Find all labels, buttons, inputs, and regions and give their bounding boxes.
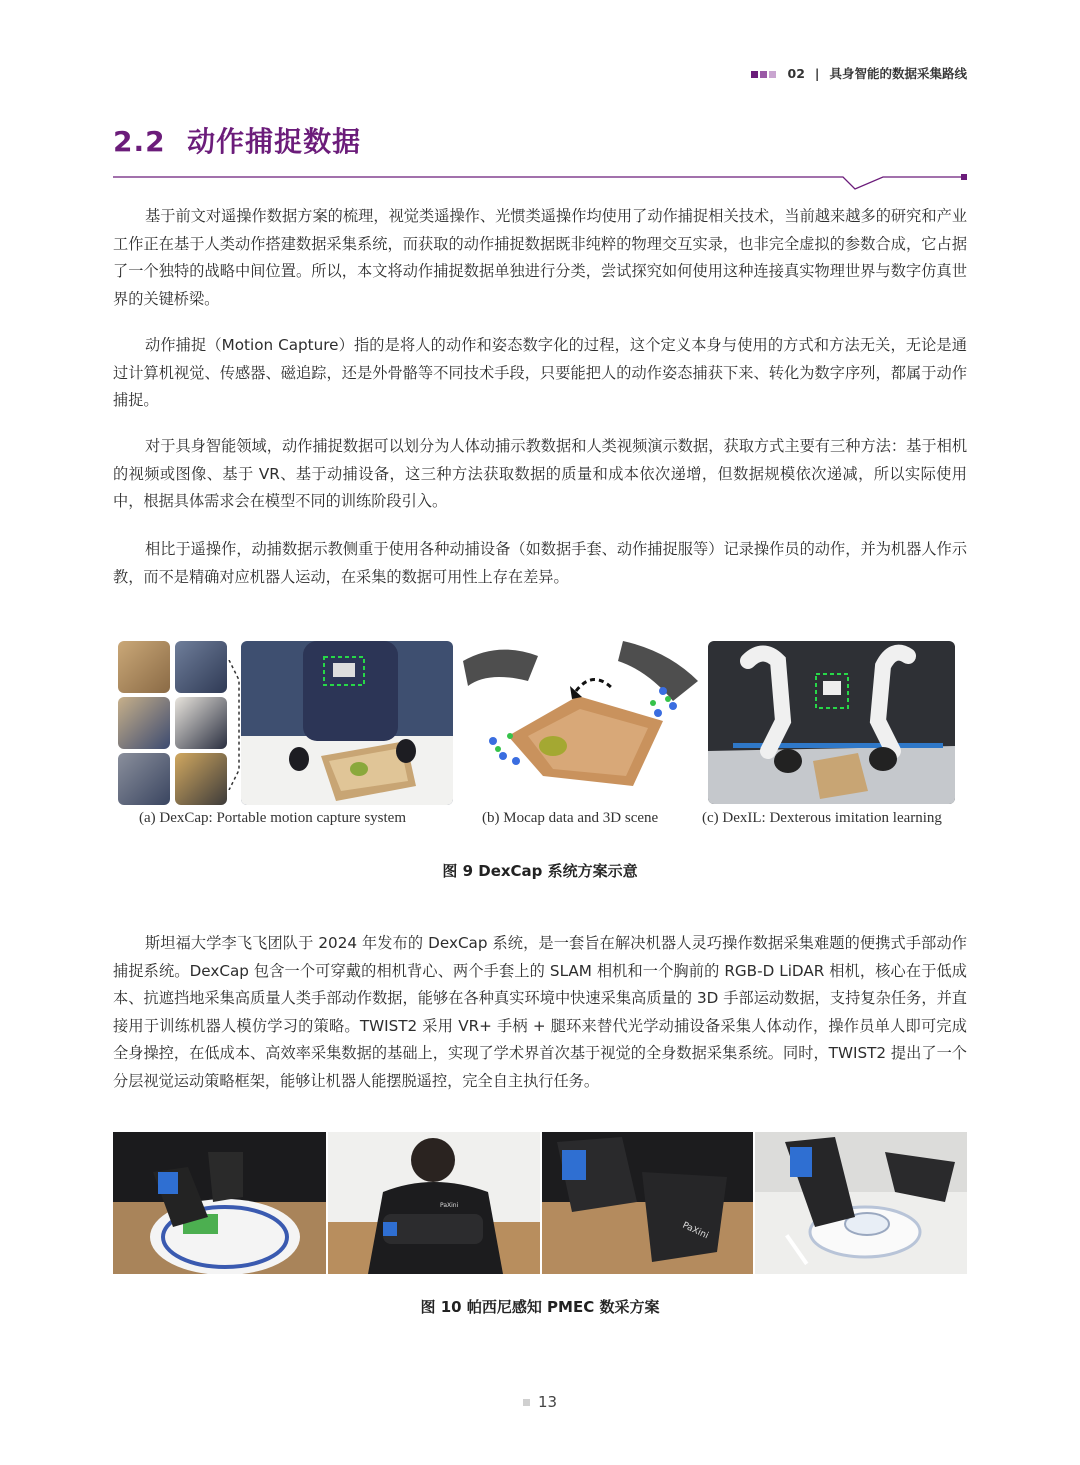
header-chapter: 02 xyxy=(787,65,805,81)
paragraph-5: 斯坦福大学李飞飞团队于 2024 年发布的 DexCap 系统，是一套旨在解决机器人灵巧操作数据采集难题的便携式手部动作捕捉系统。DexCap 包含一个可穿戴的相机背心、两个手套上的 SLAM 相机和一个胸前的 RGB-D LiDAR 相机，核心在于低成本、抗遮挡地采集高质量人类手部动作数据，能够在各种真实环境中快速采集高质量的 3D 手部运动数据，支持复杂任务，并直接用于训练机器人模仿学习的策略。TWIST2 采用 VR+ 手柄 + 腿环来替代光学动捕设备采集人体动作，操作员单人即可完成全身操控，在低成本、高效率采集数据的基础上，实现了学术界首次基于视觉的全身数据采集系统。同时，TWIST2 提出了一个分层视觉运动策略框架，能够让机器人能摆脱遥控，完全自主执行任务。 xyxy=(113,934,967,1090)
paragraph-2: 动作捕捉（Motion Capture）指的是将人的动作和姿态数字化的过程，这个定义本身与使用的方式和方法无关，无论是通过计算机视觉、传感器、磁追踪，还是外骨骼等不同技术手段，只要能把人的动作姿态捕获下来、转化为数字序列，都属于动作捕捉。 xyxy=(113,336,967,409)
fig9b-pointcloud xyxy=(458,641,706,806)
fig10-glove-logo: PaXini xyxy=(680,1220,710,1242)
section-title xyxy=(113,120,361,160)
fig9c-caption: (c) DexIL: Dexterous imitation learning xyxy=(702,810,942,826)
figure-10-caption: 图 10 帕西尼感知 PMEC 数采方案 xyxy=(420,1298,660,1316)
fig9a-main-photo xyxy=(241,641,453,805)
page-header xyxy=(751,64,968,82)
paragraph-3: 对于具身智能领域，动作捕捉数据可以划分为人体动捕示教数据和人类视频演示数据，获取方式主要有三种方法：基于相机的视频或图像、基于 VR、基于动捕设备，这三种方法获取数据的质量和成本依次递增，但数据规模依次递减，所以实际使用中，根据具体需求会在模型不同的训练阶段引入。 xyxy=(113,437,967,510)
section-number: 2.2 xyxy=(113,125,166,158)
page-number-marker xyxy=(523,1399,530,1406)
fig10-shirt-logo: PaXini xyxy=(440,1202,459,1209)
section-title-text: 动作捕捉数据 xyxy=(187,125,362,158)
header-title: 具身智能的数据采集路线 xyxy=(829,66,967,81)
page-number xyxy=(0,1393,1080,1411)
fig9c-robot-photo xyxy=(708,641,955,804)
fig10-photo-3 xyxy=(542,1132,753,1274)
fig10-photo-4 xyxy=(755,1132,967,1274)
header-separator: | xyxy=(814,65,820,81)
figure-9-caption: 图 9 DexCap 系统方案示意 xyxy=(442,862,638,880)
header-squares xyxy=(751,66,778,81)
fig10-photo-2 xyxy=(328,1132,540,1274)
fig10-photo-1 xyxy=(113,1132,326,1274)
fig9b-caption: (b) Mocap data and 3D scene xyxy=(482,810,659,826)
fig9a-connector xyxy=(227,660,241,790)
paragraph-1: 基于前文对遥操作数据方案的梳理，视觉类遥操作、光惯类遥操作均使用了动作捕捉相关技术，当前越来越多的研究和产业工作正在基于人类动作搭建数据采集系统，而获取的动作捕捉数据既非纯粹的物理交互实录，也非完全虚拟的参数合成，它占据了一个独特的战略中间位置。所以，本文将动作捕捉数据单独进行分类，尝试探究如何使用这种连接真实物理世界与数字仿真世界的关键桥梁。 xyxy=(113,207,967,308)
title-rule xyxy=(113,168,973,194)
fig9a-caption: (a) DexCap: Portable motion capture system xyxy=(139,810,407,826)
page-number-text: 13 xyxy=(537,1393,558,1411)
paragraph-4: 相比于遥操作，动捕数据示教侧重于使用各种动捕设备（如数据手套、动作捕捉服等）记录操作员的动作，并为机器人作示教，而不是精确对应机器人运动，在采集的数据可用性上存在差异。 xyxy=(113,540,967,586)
